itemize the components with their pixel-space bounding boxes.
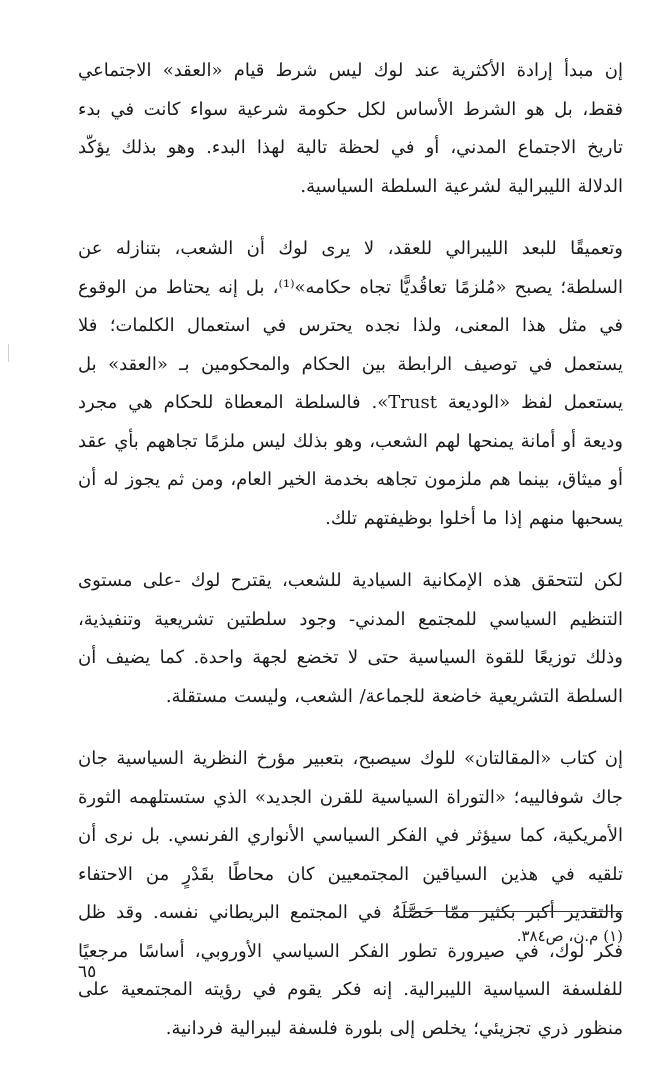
paragraph-4: إن كتاب «المقالتان» للوك سيصبح، بتعبير مؤرخ النظرية السياسية جان جاك شوفالييه؛ «التوراة السياسية للقرن الجديد» الذي ستستلهمه الثورة الأمريكية، كما سيؤثر في الفكر السياسي الأنواري الفرنسي. بل نرى أن تلقيه في هذين السياقين المجتمعيين كان محاطًا بقَدْرٍ من الاحتفاء والتقدير أكبر بكثير ممّا حَصَّلَهُ في المجتمع البريطاني نفسه. وقد ظل فكر لوك، في صيرورة تطور الفكر السياسي الأوروبي، أساسًا مرجعيًا للفلسفة السياسية الليبرالية. إنه فكر يقوم في رؤيته المجتمعية على منظور ذري تجزيئي؛ يخلص إلى بلورة فلسفة ليبرالية فردانية. <box>78 748 623 1039</box>
margin-mark <box>8 344 11 362</box>
paragraph-1: إن مبدأ إرادة الأكثرية عند لوك ليس شرط قيام «العقد» الاجتماعي فقط، بل هو الشرط الأساس لكل حكومة شرعية سواء كانت في بدء تاريخ الاجتماع المدني، أو في لحظة تالية لهذا البدء. وهو بذلك يؤكّد الدلالة الليبرالية لشرعية السلطة السياسية. <box>78 60 623 197</box>
footnote-divider <box>405 911 623 912</box>
page-body <box>78 52 623 1072</box>
page-number: ٦٥ <box>78 962 97 982</box>
footnote: (١) م.ن، ص٣٨٤. <box>516 927 623 945</box>
paragraph-2: وتعميقًا للبعد الليبرالي للعقد، لا يرى لوك أن الشعب، بتنازله عن السلطة؛ يصبح «مُلزمًا تعاقُديًّا تجاه حكامه»⁽¹⁾، بل إنه يحتاط من الوقوع في مثل هذا المعنى، ولذا نجده يحترس في استعمال الكلمات؛ فلا يستعمل في توصيف الرابطة بين الحكام والمحكومين بـ «العقد» بل يستعمل لفظ «الوديعة Trust». فالسلطة المعطاة للحكام هي مجرد وديعة أو أمانة يمنحها لهم الشعب، وهو بذلك ليس ملزمًا تجاههم بأي عقد أو ميثاق، بينما هم ملزمون تجاهه بخدمة الخير العام، ومن ثم يجوز له أن يسحبها منهم إذا ما أخلوا بوظيفتهم تلك. <box>78 238 623 529</box>
paragraph-3: لكن لتتحقق هذه الإمكانية السيادية للشعب، يقترح لوك -على مستوى التنظيم السياسي للمجتمع المدني- وجود سلطتين تشريعية وتنفيذية، وذلك توزيعًا للقوة السياسية حتى لا تخضع لجهة واحدة. كما يضيف أن السلطة التشريعية خاضعة للجماعة/ الشعب، وليست مستقلة. <box>78 570 623 707</box>
